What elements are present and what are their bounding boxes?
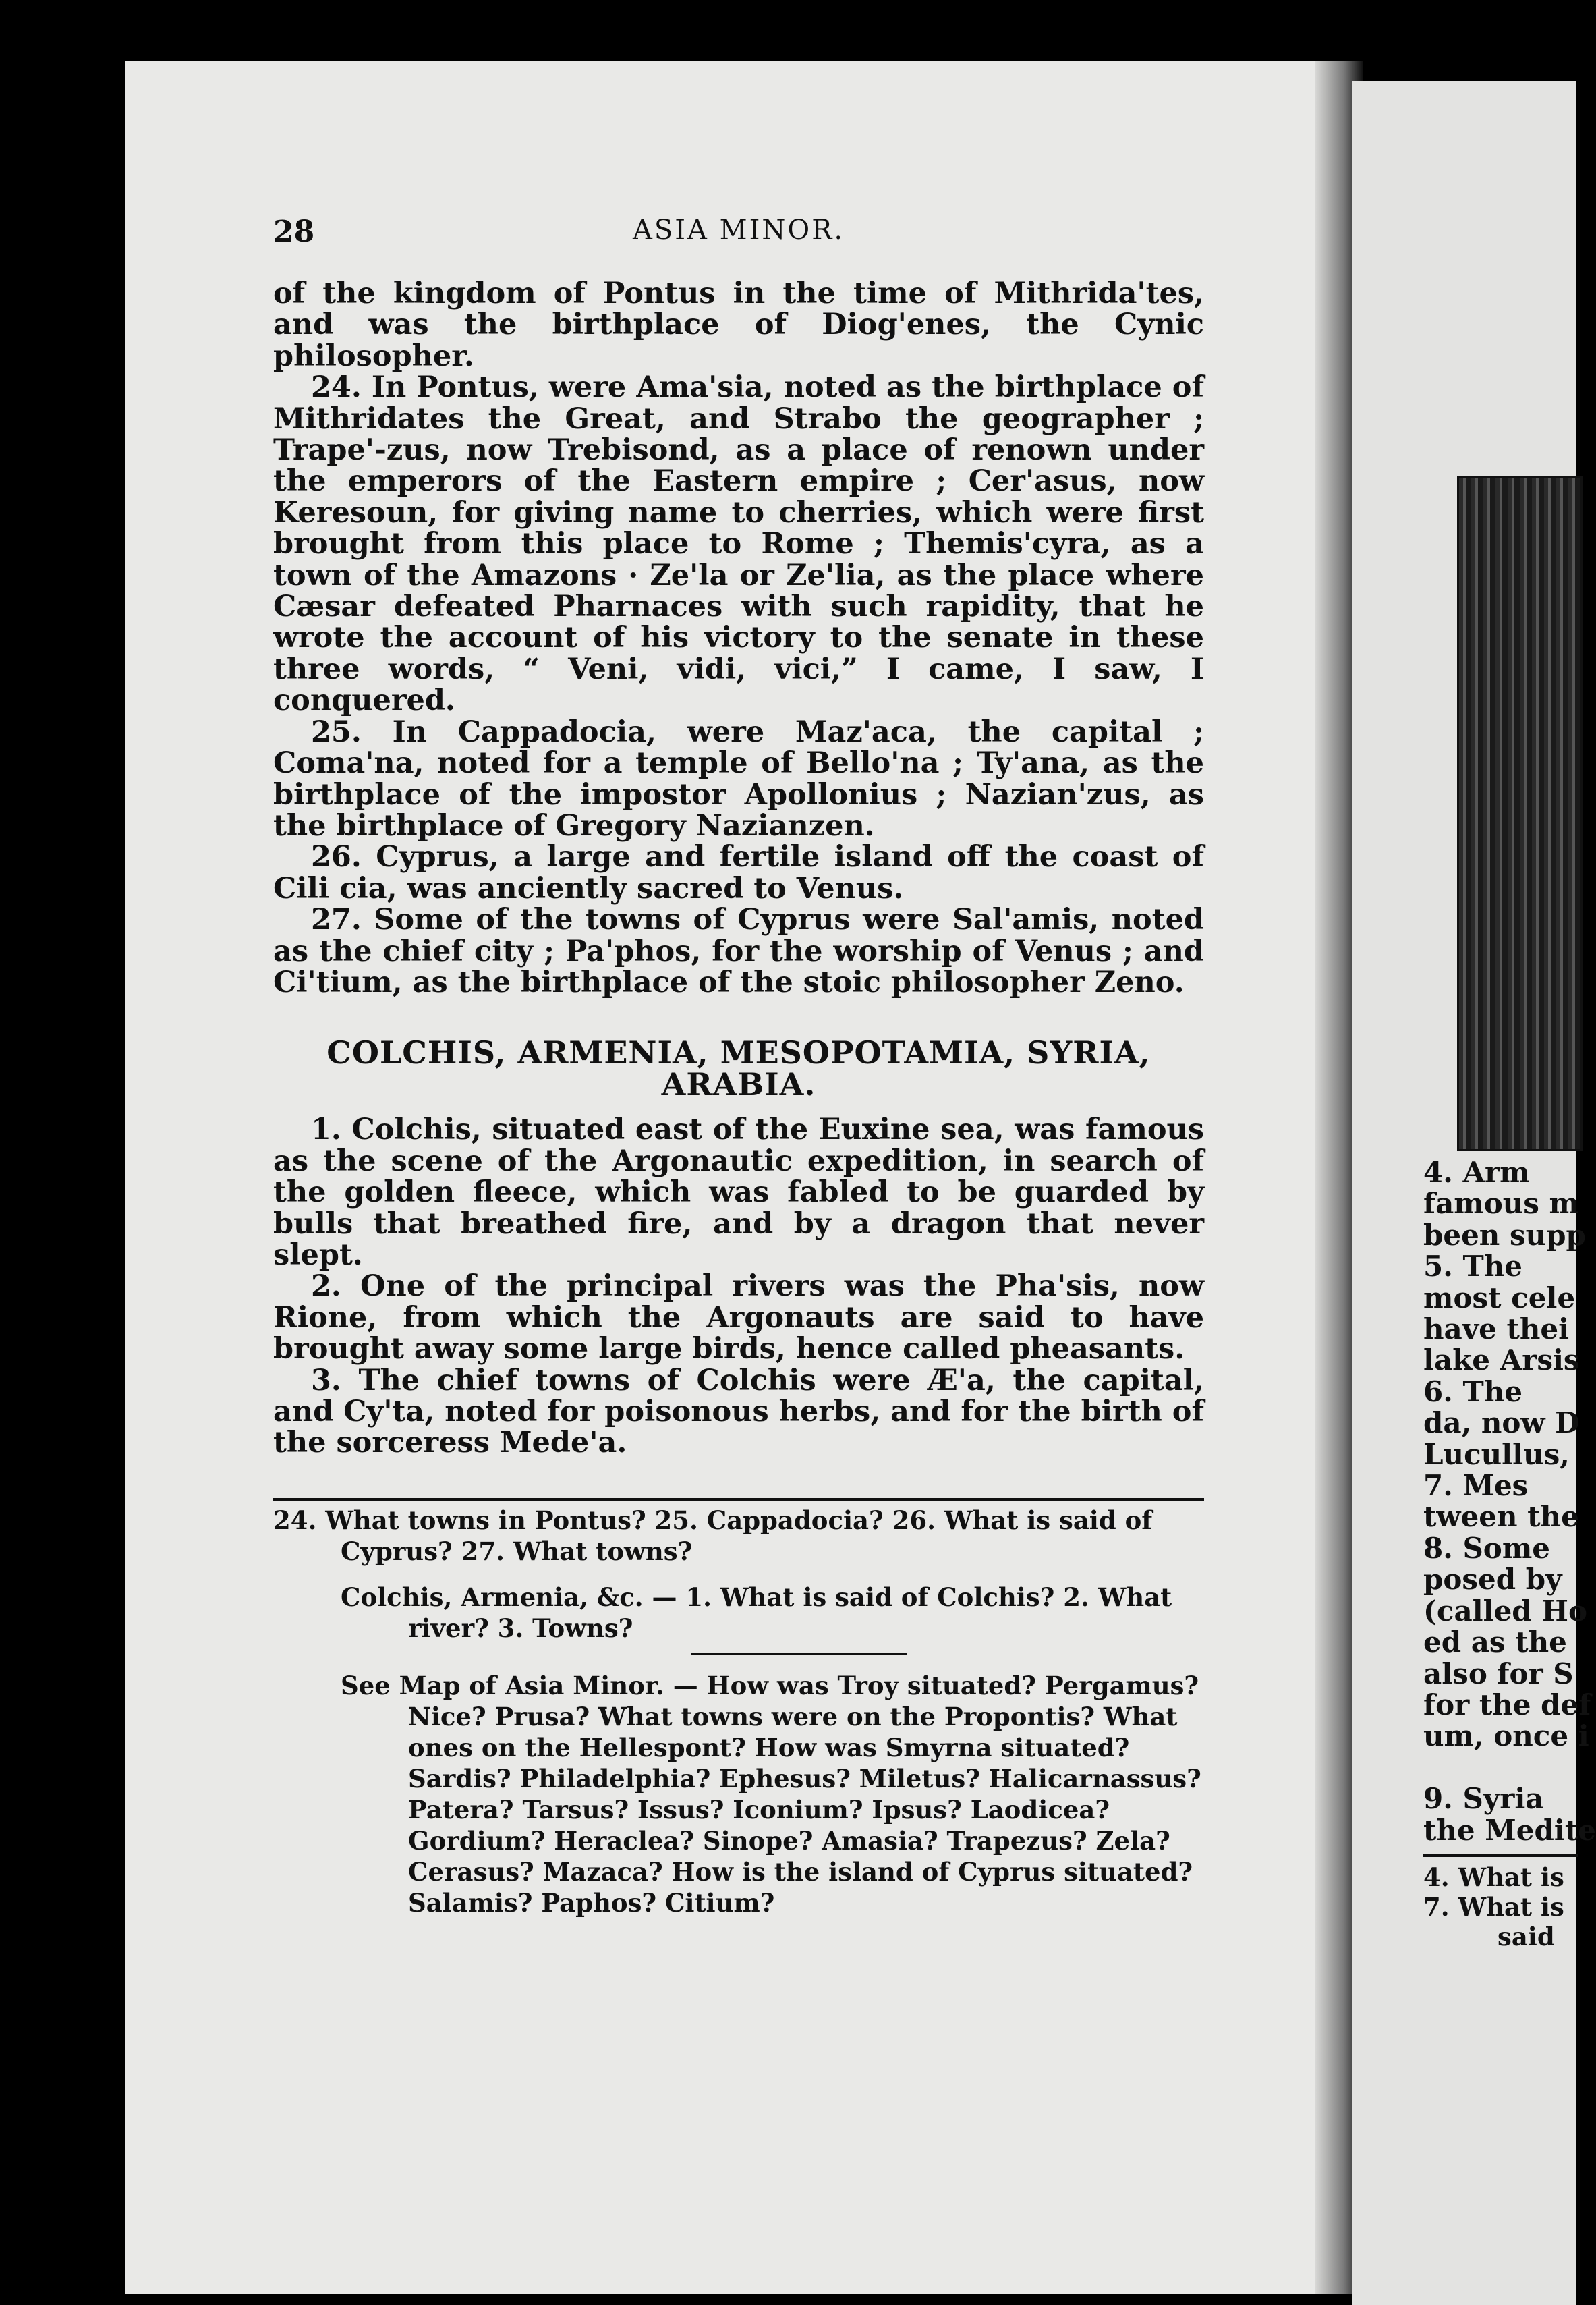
right-line: 9. Syria [1423, 1782, 1544, 1816]
right-line: for the def [1423, 1688, 1591, 1721]
paragraph-27: 27. Some of the towns of Cyprus were Sal'amis, noted as the chief city ; Pa'phos, for the worship of Venus ; and Ci'tium, as the birthplace of the stoic philosopher Zeno. [273, 903, 1204, 999]
right-line: (called Ho [1423, 1594, 1587, 1628]
right-line: 8. Some [1423, 1531, 1550, 1565]
right-line [1423, 1752, 1585, 1783]
right-question-line: said [1498, 1921, 1555, 1951]
right-line: famous m [1423, 1187, 1579, 1221]
section-heading: COLCHIS, ARMENIA, MESOPOTAMIA, SYRIA, ARABIA. [326, 1034, 1151, 1103]
page-title: ASIA MINOR. [632, 215, 845, 246]
review-questions [273, 1505, 1204, 1918]
question-block-2: Colchis, Armenia, &c. — 1. What is said of Colchis? 2. What river? 3. Towns? [341, 1582, 1172, 1643]
right-line: um, once i [1423, 1719, 1589, 1753]
paragraph-26: 26. Cyprus, a large and fertile island off the coast of Cili cia, was anciently sacred to Venus. [273, 840, 1204, 906]
questions-divider [273, 1498, 1204, 1501]
short-divider [691, 1653, 907, 1655]
right-line: posed by [1423, 1563, 1562, 1596]
paragraph-s3: 3. The chief towns of Colchis were Æ'a, the capital, and Cy'ta, noted for poisonous herbs, and for the birth of the sorceress Mede'a. [273, 1363, 1204, 1460]
paragraph-s2: 2. One of the principal rivers was the Pha'sis, now Rione, from which the Argonauts are said to have brought away some large birds, hence called pheasants. [273, 1269, 1204, 1366]
right-line: lake Arsis [1423, 1343, 1580, 1377]
body-text [273, 278, 1204, 1459]
right-line: been supp [1423, 1218, 1586, 1252]
right-line: ed as the [1423, 1626, 1567, 1659]
engraving-illustration [1457, 476, 1583, 1151]
right-line: have thei [1423, 1312, 1570, 1346]
right-question-line: 7. What is [1423, 1891, 1564, 1922]
page-number: 28 [273, 215, 315, 249]
question-block-3: See Map of Asia Minor. — How was Troy situated? Pergamus? Nice? Prusa? What towns were on the Propontis? What ones on the Hellespont? How was Smyrna situated? Sardis? Philadelphia? Ephesus? Miletus? Halicarnassus? Patera? Tarsus? Issus? Iconium? Ipsus? Laodicea? Gordium? Heraclea? Sinope? Amasia? Trapezus? Zela? Cerasus? Mazaca? How is the island of Cyprus situated? Salamis? Paphos? Citium? [341, 1671, 1201, 1918]
right-page-text [1423, 1156, 1596, 1951]
right-line: most cele [1423, 1281, 1576, 1314]
right-line: 5. The [1423, 1250, 1522, 1283]
paragraph-s1: 1. Colchis, situated east of the Euxine sea, was famous as the scene of the Argonautic expedition, in search of the golden fleece, which was fabled to be guarded by bulls that breathed fire, and by a dragon that never slept. [273, 1113, 1204, 1272]
question-block-1: 24. What towns in Pontus? 25. Cappadocia? 26. What is said of Cyprus? 27. What towns? [273, 1505, 1153, 1566]
right-line: 6. The [1423, 1374, 1522, 1408]
paragraph-continued: of the kingdom of Pontus in the time of Mithrida'tes, and was the birthplace of Diog'enes, the Cynic philosopher. [273, 277, 1204, 373]
running-head [273, 215, 1204, 262]
right-page [1352, 81, 1596, 2305]
right-line: also for S [1423, 1657, 1574, 1690]
paragraph-25: 25. In Cappadocia, were Maz'aca, the capital ; Coma'na, noted for a temple of Bello'na ; Ty'ana, as the birthplace of the impostor Apollonius ; Nazian'zus, as the birthplace of Gregory Nazianzen. [273, 715, 1204, 843]
right-line: the Medite [1423, 1813, 1596, 1847]
right-line: tween the [1423, 1500, 1579, 1534]
paragraph-24: 24. In Pontus, were Ama'sia, noted as the birthplace of Mithridates the Great, and Strabo the geographer ; Trape'-zus, now Trebisond, as a place of renown under the emperors of the Eastern empire ; Cer'asus, now Keresoun, for giving name to cherries, which were first brought from this place to Rome ; Themis'cyra, as a town of the Amazons · Ze'la or Ze'lia, as the place where Cæsar defeated Pharnaces with such rapidity, that he wrote the account of his victory to the senate in these three words, “ Veni, vidi, vici,” I came, I saw, I conquered. [273, 370, 1204, 718]
right-divider [1423, 1854, 1578, 1857]
right-line: 4. Arm [1423, 1156, 1530, 1189]
right-line: da, now D [1423, 1406, 1580, 1440]
right-line: Lucullus, [1423, 1437, 1570, 1471]
right-question-line: 4. What is [1423, 1862, 1564, 1892]
right-line: 7. Mes [1423, 1469, 1529, 1503]
